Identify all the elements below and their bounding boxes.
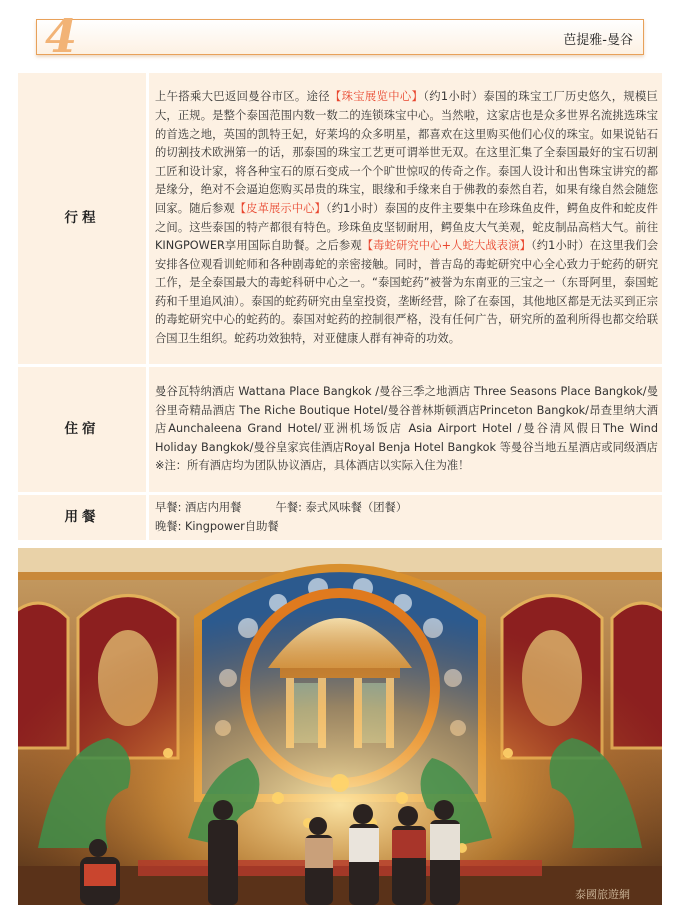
hotel-row bbox=[18, 367, 662, 492]
highlight-jewelry: 【珠宝展览中心】 bbox=[329, 90, 424, 104]
itinerary-table bbox=[18, 70, 662, 543]
schedule-text-1: 上午搭乘大巴返回曼谷市区。途径 bbox=[155, 90, 330, 104]
day-number: 4 bbox=[45, 9, 78, 63]
temple-photo bbox=[18, 548, 662, 905]
meals-content bbox=[149, 495, 662, 540]
hotel-note: ※注：所有酒店均为团队协议酒店，具体酒店以实际入住为准！ bbox=[155, 459, 470, 473]
lunch: 午餐: 泰式风味餐（团餐） bbox=[275, 500, 408, 514]
highlight-leather: 【皮革展示中心】 bbox=[234, 201, 326, 215]
highlight-snake: 【毒蛇研究中心+人蛇大战表演】 bbox=[361, 239, 531, 253]
photo-watermark: 泰國旅遊網 bbox=[575, 888, 630, 901]
dinner: 晚餐: Kingpower自助餐 bbox=[155, 519, 279, 533]
schedule-text-4: （约1小时）在这里我们会安排各位观看训蛇师和各种剧毒蛇的亲密接触。同时，普吉岛的毒蛇研究中心全心致力于蛇药的研究工作，是全泰国最大的毒蛇科研中心之一。“泰国蛇药”被誉为东南亚的三宝之一（东哥阿里，泰国蛇药和千里追风油）。泰国的蛇药研究由皇室投资，垄断经营，除了在泰国，其他地区都是无法买到正宗的毒蛇研究中心的蛇药的。泰国对蛇药的控制很严格，没有任何广告，研究所的盈利所得也都交给联合国卫生组织。蛇药功效独特，对亚健康人群有神奇的功效。 bbox=[155, 239, 658, 346]
schedule-row bbox=[18, 73, 662, 364]
hotel-content bbox=[149, 367, 662, 492]
meals-label: 用餐 bbox=[18, 495, 149, 540]
meals-row bbox=[18, 495, 662, 540]
meals-line-1 bbox=[155, 499, 658, 518]
hotel-list: 曼谷瓦特纳酒店 Wattana Place Bangkok /曼谷三季之地酒店 Three Seasons Place Bangkok/曼谷里奇精品酒店 The Riche Boutique Hotel/曼谷普林斯顿酒店Princeton Bangkok/昂查里纳大酒店Aunchaleena Grand Hotel/亚洲机场饭店 Asia Airport Hotel /曼谷清风假日The Wind Holiday Bangkok/曼谷皇家宾佳酒店Royal Benja Hotel Bangkok 等曼谷当地五星酒店或同级酒店 bbox=[155, 385, 658, 454]
hotel-label: 住宿 bbox=[18, 367, 149, 492]
schedule-label: 行程 bbox=[18, 73, 149, 364]
day-header bbox=[36, 9, 644, 63]
schedule-text-2: （约1小时）泰国的珠宝工厂历史悠久，规模巨大，正规。是整个泰国范围内数一数二的连锁珠宝中心。当然啦，这家店也是众多世界名流挑选珠宝的首选之地，英国的凯特王妃，好莱坞的众多明星，都喜欢在这里购买他们心仪的珠宝。如果说钻石的切割技术欧洲第一的话，那泰国的珠宝工艺更可谓举世无双。在这里汇集了全泰国最好的宝石切割工匠和设计家，将各种宝石的原石变成一个个旷世惊叹的传奇之作。泰国人设计和出售珠宝讲究的都是缘分，绝对不会逼迫您购买昂贵的珠宝，眼缘和手缘来自于佛教的泰然自若，如果有缘自然会随您回家。随后参观 bbox=[155, 90, 658, 215]
schedule-text-3: （约1小时）泰国的皮件主要集中在珍珠鱼皮件，鳄鱼皮件和蛇皮件之间。这些泰国的特产都很有特色。珍珠鱼皮坚韧耐用，鳄鱼皮大气美观，蛇皮制品高档大气。前往KINGPOWER享用国际自助餐。之后参观 bbox=[155, 201, 658, 253]
schedule-content bbox=[149, 73, 662, 364]
breakfast: 早餐: 酒店内用餐 bbox=[155, 500, 242, 514]
route-title: 芭提雅-曼谷 bbox=[563, 33, 633, 48]
